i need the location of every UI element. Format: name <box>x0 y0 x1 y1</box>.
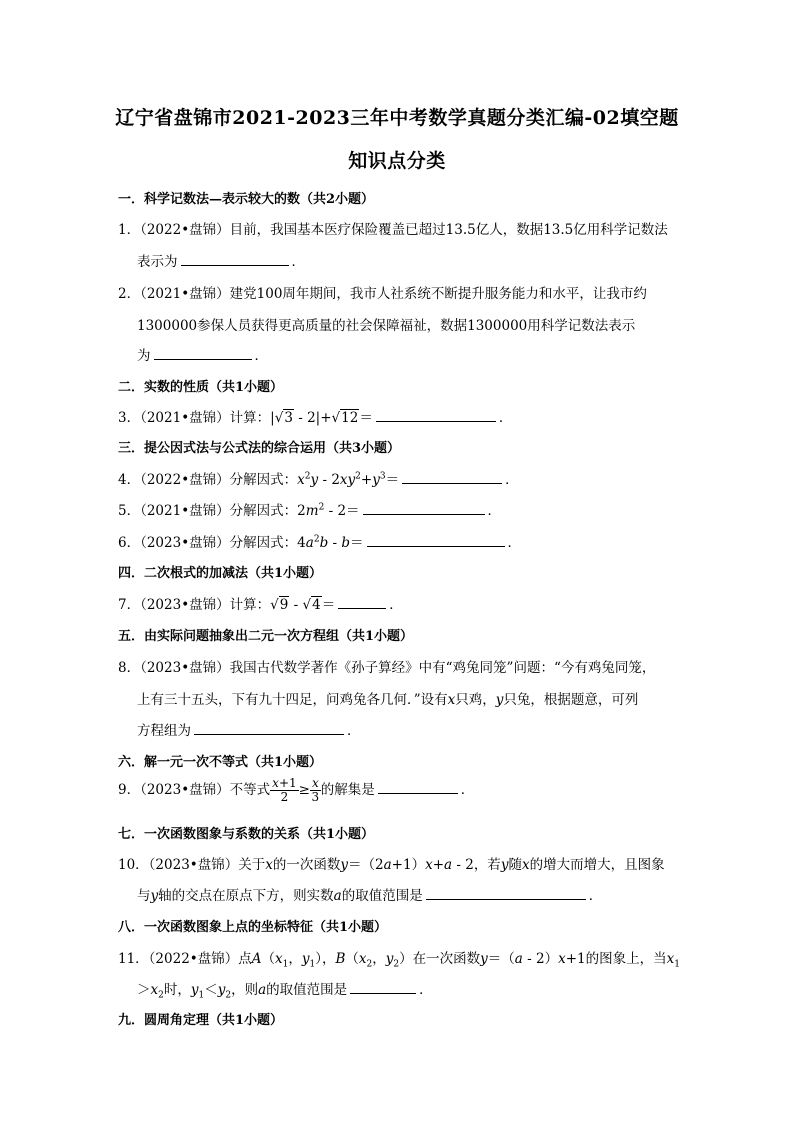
fraction: $\frac{x+1}{2}$ <box>272 776 297 804</box>
answer-blank[interactable] <box>338 595 386 609</box>
question-1-line-2: 表示为 ． <box>137 254 305 270</box>
question-6: 6．（2023•盘锦）分解因式：$4a^2b - b=$ ． <box>118 534 522 551</box>
question-3: 3．（2021•盘锦）计算：|√3 - 2|+√12＝ ． <box>118 410 513 426</box>
answer-blank[interactable] <box>402 470 502 484</box>
section-heading-5: 五．由实际问题抽象出二元一次方程组（共1小题） <box>118 629 414 644</box>
fraction: $\frac{x}{3}$ <box>311 776 320 804</box>
question-5: 5．（2021•盘锦）分解因式：$2m^2 - 2=$ ． <box>118 502 502 519</box>
question-2-line-1: 2．（2021•盘锦）建党100周年期间，我市人社系统不断提升服务能力和水平，让我市约 <box>118 286 647 302</box>
question-8-line-3: 方程组为 ． <box>137 723 361 739</box>
answer-blank[interactable] <box>154 346 252 360</box>
answer-blank[interactable] <box>426 886 586 900</box>
question-10-line-2: 与y轴的交点在原点下方，则实数a的取值范围是 ． <box>137 888 603 904</box>
question-11-line-2: $>x_2$时，$y_1<y_2$，则a的取值范围是 ． <box>137 982 433 1001</box>
answer-blank[interactable] <box>363 501 485 515</box>
section-heading-9: 九．圆周角定理（共1小题） <box>118 1013 284 1028</box>
section-heading-4: 四．二次根式的加减法（共1小题） <box>118 566 323 581</box>
answer-blank[interactable] <box>378 780 458 794</box>
section-heading-2: 二．实数的性质（共1小题） <box>118 380 284 395</box>
question-2-line-2: 1300000参保人员获得更高质量的社会保障福祉，数据1300000用科学记数法表示 <box>137 318 636 334</box>
question-2-line-3: 为 ． <box>137 348 268 364</box>
section-heading-6: 六．解一元一次不等式（共1小题） <box>118 755 323 770</box>
question-11-line-1: 11．（2022•盘锦）点$A(x_1$，$y_1$），$B(x_2$，$y_2$）在一次函数y＝（a - 2）x+1的图象上，当$x_1$ <box>118 951 680 970</box>
question-7: 7．（2023•盘锦）计算：√9 - √4＝ ． <box>118 597 403 613</box>
question-10-line-1: 10．（2023•盘锦）关于x的一次函数y＝（2a+1）x+a - 2，若y随x的增大而增大，且图象 <box>118 857 665 873</box>
answer-blank[interactable] <box>194 721 344 735</box>
page-title: 辽宁省盘锦市2021-2023三年中考数学真题分类汇编-02填空题 <box>115 107 679 129</box>
question-1-line-1: 1．（2022•盘锦）目前，我国基本医疗保险覆盖已超过13.5亿人，数据13.5亿用科学记数法 <box>118 222 668 238</box>
question-8-line-1: 8．（2023•盘锦）我国古代数学著作《孙子算经》中有“鸡兔同笼”问题：“今有鸡兔同笼， <box>118 660 656 676</box>
section-heading-8: 八．一次函数图象上点的坐标特征（共1小题） <box>118 920 388 935</box>
answer-blank[interactable] <box>181 252 289 266</box>
answer-blank[interactable] <box>350 980 416 994</box>
section-heading-1: 一．科学记数法—表示较大的数（共2小题） <box>118 192 375 207</box>
page-subtitle: 知识点分类 <box>348 150 446 172</box>
question-8-line-2: 上有三十五头，下有九十四足，问鸡兔各几何．”设有x只鸡，y只兔，根据题意，可列 <box>137 692 639 708</box>
question-9: 9．（2023•盘锦）不等式 $\frac{x+1}{2}$ ≥ $\frac{x}{3}$ 的解集是 ． <box>118 776 475 804</box>
section-heading-3: 三．提公因式法与公式法的综合运用（共3小题） <box>118 441 401 456</box>
section-heading-7: 七．一次函数图象与系数的关系（共1小题） <box>118 827 375 842</box>
question-4: 4．（2022•盘锦）分解因式：$x^2y - 2xy^2+y^3=$ ． <box>118 471 519 488</box>
answer-blank[interactable] <box>376 408 496 422</box>
answer-blank[interactable] <box>367 533 505 547</box>
